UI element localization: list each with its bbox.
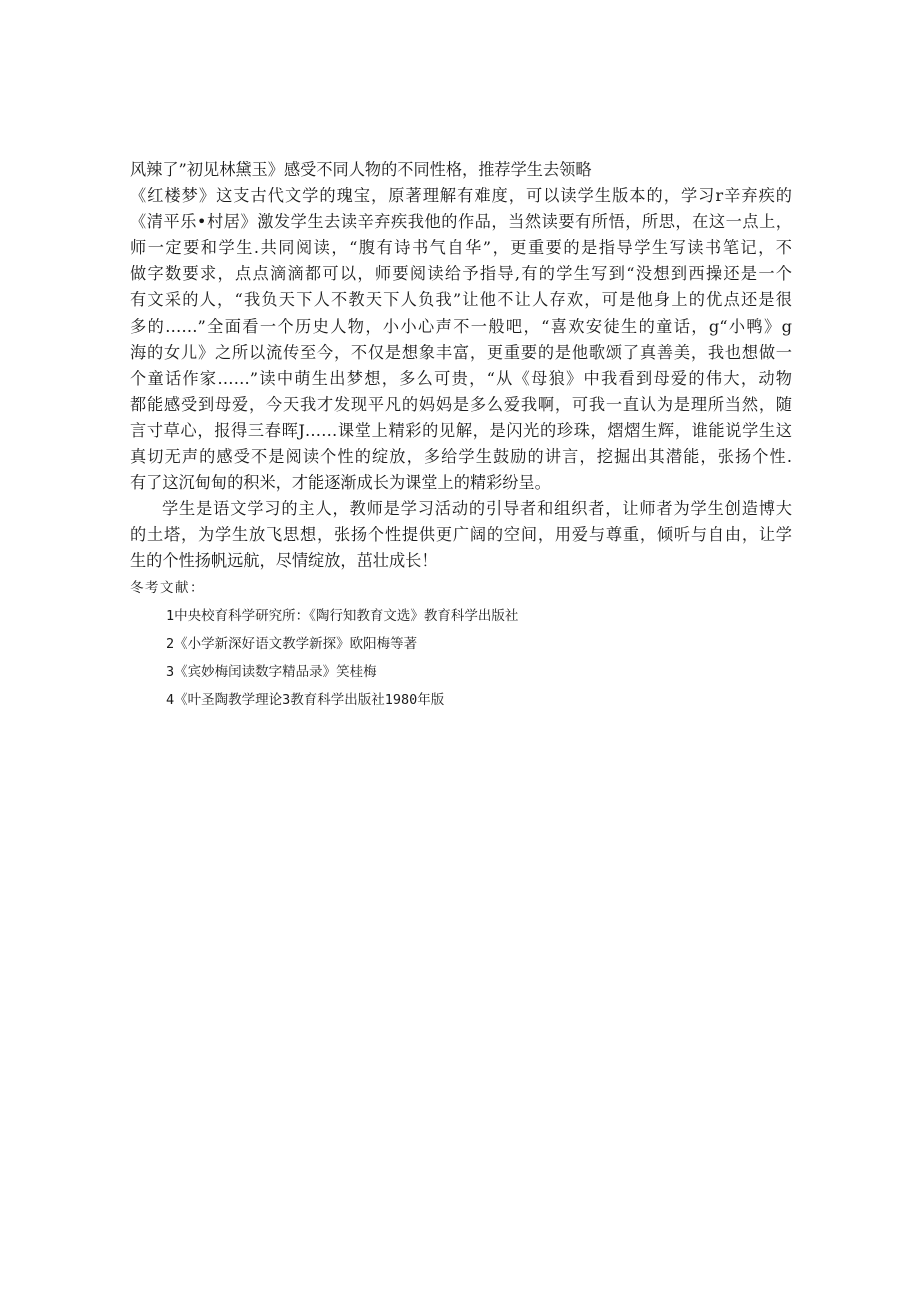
paragraph-1-line: 有文采的人，“我负天下人不教天下人负我”让他不让人存欢，可是他身上的优点还是很 bbox=[130, 290, 792, 310]
body-text bbox=[130, 157, 792, 575]
paragraph-1-line: 个童话作家……”读中萌生出梦想，多么可贵，“从《母狼》中我看到母爱的伟大，动物 bbox=[130, 368, 792, 388]
paragraph-1-line: 师一定要和学生.共同阅读，“腹有诗书气自华”，更重要的是指导学生写读书笔记，不 bbox=[130, 238, 792, 258]
reference-item: 3《宾妙梅闰读数字精品录》笑桂梅 bbox=[166, 664, 377, 680]
paragraph-1 bbox=[130, 157, 792, 496]
paragraph-1-line: 有了这沉甸甸的积米，才能逐渐成长为课堂上的精彩纷呈。 bbox=[130, 473, 551, 493]
paragraph-2 bbox=[130, 496, 792, 574]
paragraph-1-line: 多的……”全面看一个历史人物，小小心声不一般吧，“喜欢安徒生的童话，g“小鸭》g bbox=[130, 316, 792, 336]
reference-item: 1中央校育科学研究所：《陶行知教育文选》教育科学出版社 bbox=[166, 608, 519, 624]
paragraph-1-line: 都能感受到母爱，今天我才发现平凡的妈妈是多么爱我啊，可我一直认为是理所当然，随 bbox=[130, 394, 792, 414]
paragraph-1-line: 海的女儿》之所以流传至今，不仅是想象丰富，更重要的是他歌颂了真善美，我也想做一 bbox=[130, 342, 792, 362]
reference-item: 2《小学新深好语文教学新探》欧阳梅等著 bbox=[166, 636, 418, 652]
reference-item: 4《叶圣陶教学理论3教育科学出版社1980年版 bbox=[166, 692, 445, 708]
paragraph-1-line: 《清平乐•村居》激发学生去读辛弃疾我他的作品，当然读要有所悟，所思，在这一点上， bbox=[130, 212, 792, 232]
paragraph-1-line: 做字数要求，点点滴滴都可以，师要阅读给予指导,有的学生写到“没想到西操还是一个 bbox=[130, 264, 792, 284]
paragraph-2-line: 生的个性扬帆远航，尽情绽放，茁壮成长！ bbox=[130, 551, 438, 571]
paragraph-2-line: 的土塔，为学生放飞思想，张扬个性提供更广阔的空间，用爱与尊重，倾听与自由，让学 bbox=[130, 525, 792, 545]
paragraph-1-line: 言寸草心，报得三春晖J……课堂上精彩的见解，是闪光的珍珠，熠熠生辉，谁能说学生这 bbox=[130, 420, 792, 440]
references-section bbox=[130, 574, 730, 714]
paragraph-2-line: 学生是语文学习的主人，教师是学习活动的引导者和组织者，让师者为学生创造博大 bbox=[162, 499, 792, 519]
paragraph-1-line: 真切无声的感受不是阅读个性的绽放，多给学生鼓励的讲言，挖掘出其潜能，张扬个性. bbox=[130, 447, 792, 467]
paragraph-1-line: 《红楼梦》这支古代文学的瑰宝，原著理解有难度，可以读学生版本的，学习r辛弃疾的 bbox=[130, 186, 792, 206]
paragraph-1-line: 风辣了”初见林黛玉》感受不同人物的不同性格，推荐学生去领略 bbox=[130, 160, 592, 179]
references-heading: 冬考文献： bbox=[130, 580, 205, 596]
